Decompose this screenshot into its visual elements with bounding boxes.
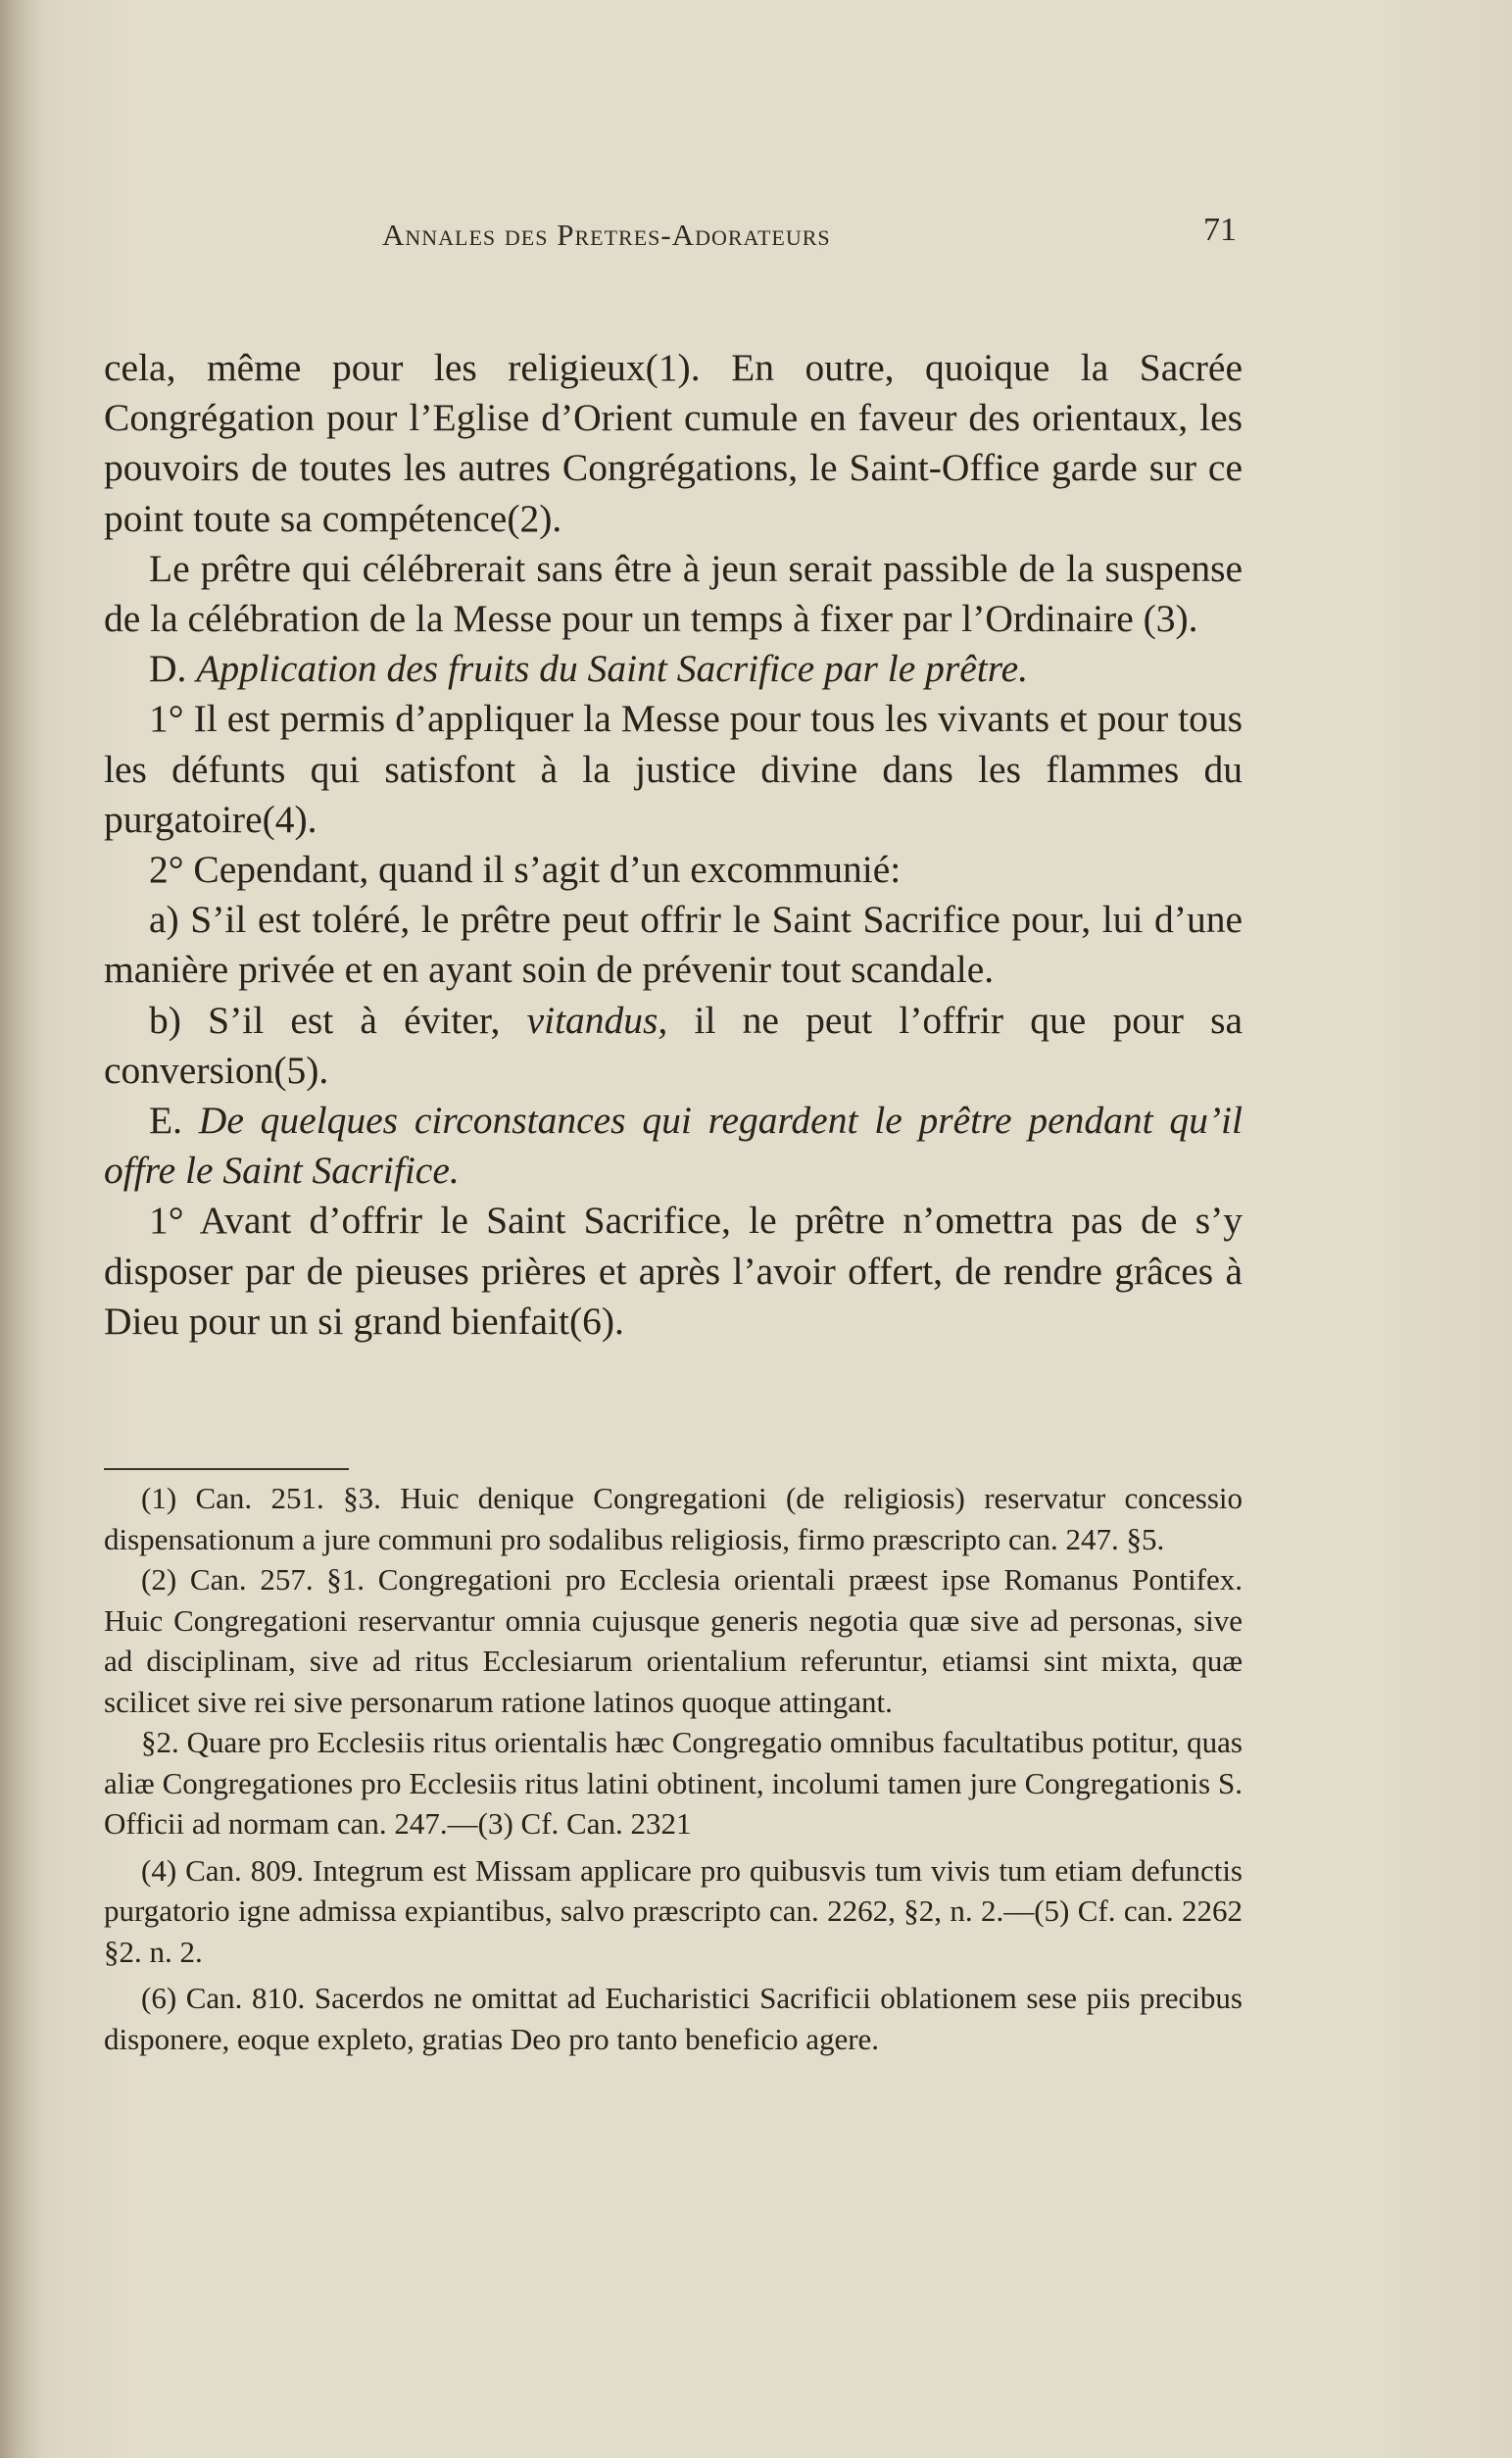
page-gutter-shadow [0, 0, 39, 2458]
paragraph-point-1: 1° Il est permis d’appliquer la Messe pour tous les vivants et pour tous les défunts qui satisfont à la justice divine dans les flammes du purgatoire(4). [104, 697, 1243, 841]
footnote-4: (4) Can. 809. Integrum est Missam applicare pro quibusvis tum vivis tum etiam defunctis purgatorio igne admissa expiantibus, salvo præscripto can. 2262, §2, n. 2.—(5) Cf. can. 2262 §2. n. 2. [104, 1852, 1243, 1969]
paragraph-point-2: 2° Cependant, quand il s’agit d’un excommunié: [149, 848, 902, 892]
footnote-1: (1) Can. 251. §3. Huic denique Congregationi (de religiosis) reservatur concessio dispensationum a jure communi pro sodalibus religiosis, firmo præscripto can. 247. §5. [104, 1481, 1243, 1556]
paragraph-cela: cela, même pour les religieux(1). En outre, quoique la Sacrée Congrégation pour l’Eglise d’Orient cumule en faveur des orientaux, les pouvoirs de toutes les autres Congrégations, le Saint-Office garde sur ce point toute sa compétence(2). [104, 346, 1243, 540]
footnotes [104, 1478, 1243, 2059]
section-title-d: Application des fruits du Saint Sacrifice par le prêtre. [196, 647, 1029, 691]
section-heading-d [104, 644, 1243, 694]
footnote-rule [104, 1468, 349, 1470]
footnote-2-paragraph-2: §2. Quare pro Ecclesiis ritus orientalis hæc Congregatio omnibus facultatibus potitur, quas aliæ Congregationes pro Ecclesiis ritus latini obtinent, incolumi tamen jure Congregationis S. Officii ad normam can. 247.—(3) Cf. Can. 2321 [104, 1725, 1243, 1841]
main-text [104, 343, 1243, 1347]
section-heading-e [104, 1096, 1243, 1196]
point-b-text-end: il ne peut l’offrir que pour sa conversion(5). [104, 998, 1243, 1092]
running-title: Annales des Pretres-Adorateurs [382, 218, 831, 252]
paragraph-point-b [104, 996, 1243, 1096]
point-b-text-start: b) S’il est à éviter, [149, 998, 527, 1042]
paragraph-jeun: Le prêtre qui célébrerait sans être à jeun serait passible de la suspense de la célébration de la Messe pour un temps à fixer par l’Ordinaire (3). [104, 546, 1243, 641]
footnote-6: (6) Can. 810. Sacerdos ne omittat ad Eucharistici Sacrificii oblationem sese piis precibus disponere, eoque expleto, gratias Deo pro tanto beneficio agere. [104, 1981, 1243, 2056]
section-letter-d: D. [149, 647, 187, 691]
section-letter-e: E. [149, 1099, 183, 1143]
point-b-italic: vitandus, [526, 998, 668, 1042]
page-number: 71 [1203, 212, 1237, 248]
paragraph-avant: 1° Avant d’offrir le Saint Sacrifice, le prêtre n’omettra pas de s’y disposer par de pieuses prières et après l’avoir offert, de rendre grâces à Dieu pour un si grand bienfait(6). [104, 1199, 1243, 1343]
paragraph-point-a: a) S’il est toléré, le prêtre peut offrir le Saint Sacrifice pour, lui d’une manière privée et en ayant soin de prévenir tout scandale. [104, 898, 1243, 992]
section-title-e: De quelques circonstances qui regardent le prêtre pendant qu’il offre le Saint Sacrifice. [104, 1099, 1243, 1193]
footnote-2: (2) Can. 257. §1. Congregationi pro Ecclesia orientali præest ipse Romanus Pontifex. Huic Congregationi reservantur omnia cujusque generis negotia quæ sive ad personas, sive ad disciplinam, sive ad ritus Ecclesiarum orientalium referuntur, etiamsi sint mixta, quæ scilicet sive rei sive personarum ratione latinos quoque attingant. [104, 1562, 1243, 1719]
